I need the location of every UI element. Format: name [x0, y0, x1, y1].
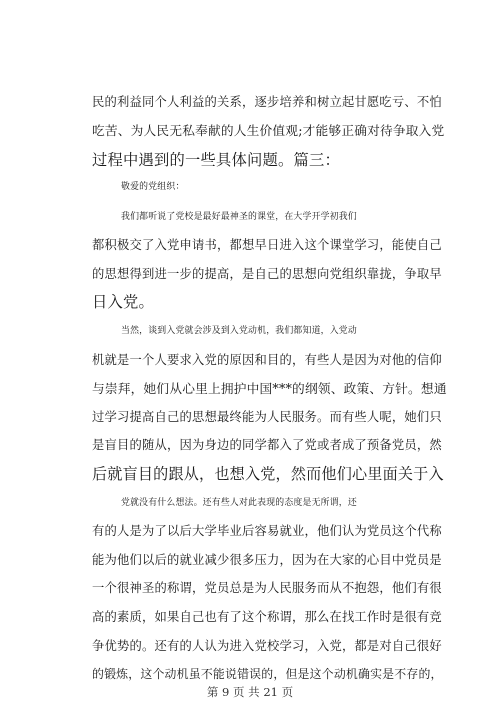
text-line: 争优势的。还有的人认为进入党校学习，入党，都是对自己很好	[92, 639, 442, 653]
text-line: 都积极交了入党申请书，都想早日进入这个课堂学习，能使自己	[92, 238, 442, 252]
text-line: 与崇拜，她们从心里上拥护中国***的纲领、政策、方针。想通	[92, 381, 447, 396]
text-line: 的思想得到进一步的提高，是自己的思想向党组织靠拢，争取早	[92, 267, 442, 281]
text-line: 有的人是为了以后大学毕业后容易就业，他们认为党员这个代称	[92, 524, 442, 538]
text-line: 过学习提高自己的思想最终能为人民服务。而有些人呢，她们只	[92, 410, 442, 424]
text-line: 当然，谈到入党就会涉及到入党动机，我们都知道，入党动	[121, 326, 357, 336]
text-line: 是盲目的随从，因为身边的同学都入了党或者成了预备党员，然	[92, 438, 442, 452]
text-line: 党就没有什么想法。还有些人对此表现的态度是无所谓，还	[121, 498, 357, 508]
text-line: 一个很神圣的称谓，党员总是为人民服务而从不抱怨，他们有很	[92, 581, 442, 595]
text-line: 的锻炼，这个动机虽不能说错误的，但是这个动机确实是不存的，	[92, 667, 443, 681]
page-number-footer: 第 9 页 共 21 页	[206, 685, 294, 699]
text-line: 日入党。	[92, 293, 154, 311]
text-line: 吃苦、为人民无私奉献的人生价值观;才能够正确对待争取入党	[92, 123, 445, 138]
text-line: 民的利益同个人利益的关系，逐步培养和树立起甘愿吃亏、不怕	[92, 95, 442, 109]
text-line: 敬爱的党组织：	[121, 182, 185, 192]
text-line: 机就是一个人要求入党的原因和目的，有些人是因为对他的信仰	[92, 353, 442, 367]
text-line: 能为他们以后的就业减少很多压力，因为在大家的心目中党员是	[92, 553, 442, 567]
text-line: 后就盲目的跟从，也想入党，然而他们心里面关于入	[92, 465, 444, 483]
text-line: 高的素质，如果自己也有了这个称谓，那么在找工作时是很有竞	[92, 610, 442, 624]
text-line: 过程中遇到的一些具体问题。篇三：	[92, 151, 340, 169]
text-line: 我们都听说了党校是最好最神圣的课堂，在大学开学初我们	[121, 212, 357, 222]
